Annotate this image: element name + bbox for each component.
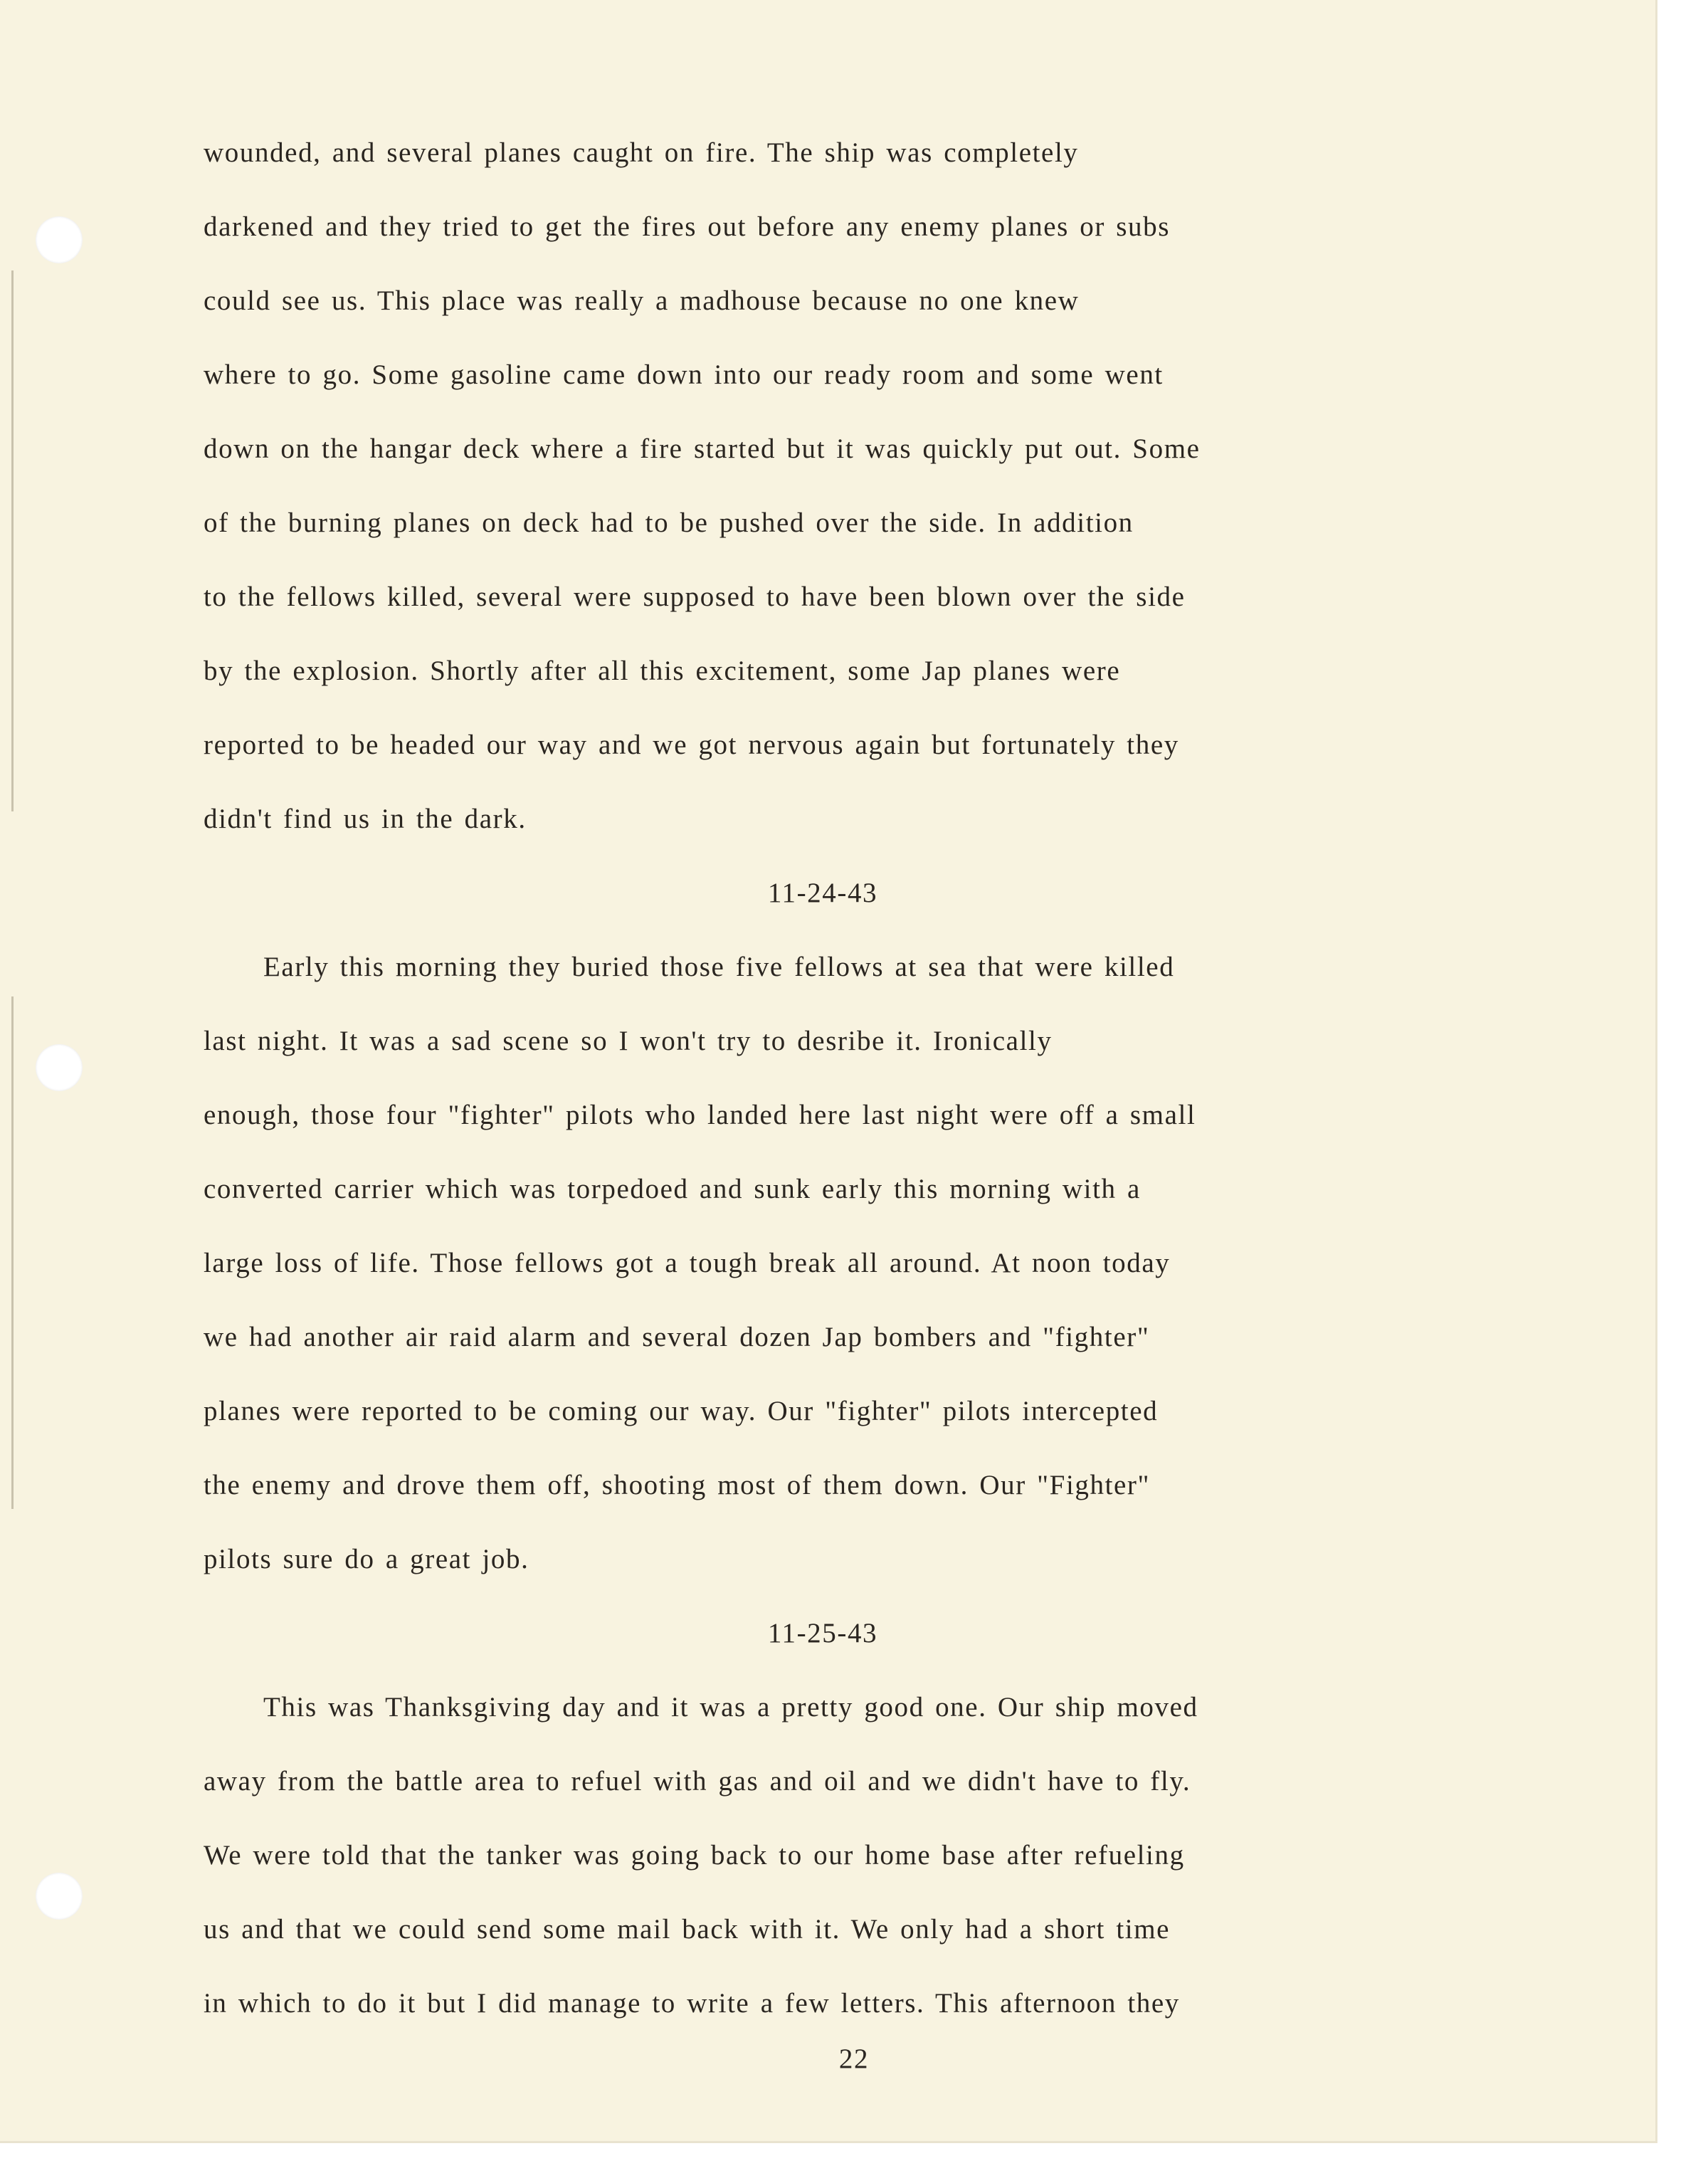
text-line: down on the hangar deck where a fire started but it was quickly put out. Some bbox=[204, 433, 1201, 464]
text-line: of the burning planes on deck had to be pushed over the side. In addition bbox=[204, 507, 1134, 538]
text-line: pilots sure do a great job. bbox=[204, 1544, 529, 1574]
text-line: in which to do it but I did manage to write a few letters. This afternoon they bbox=[204, 1988, 1180, 2019]
text-line: to the fellows killed, several were supposed to have been blown over the side bbox=[204, 582, 1186, 612]
text-line: last night. It was a sad scene so I won't try to desribe it. Ironically bbox=[204, 1026, 1053, 1056]
body-text bbox=[204, 127, 1527, 2051]
text-line: converted carrier which was torpedoed and sunk early this morning with a bbox=[204, 1174, 1141, 1204]
text-line: wounded, and several planes caught on fire. The ship was completely bbox=[204, 137, 1079, 168]
text-line: We were told that the tanker was going back to our home base after refueling bbox=[204, 1840, 1185, 1871]
text-line: This was Thanksgiving day and it was a pretty good one. Our ship moved bbox=[263, 1692, 1198, 1722]
text-line: Early this morning they buried those five fellows at sea that were killed bbox=[263, 952, 1175, 982]
text-line: away from the battle area to refuel with gas and oil and we didn't have to fly. bbox=[204, 1766, 1191, 1797]
binding-edge-mark bbox=[11, 270, 14, 811]
text-line: large loss of life. Those fellows got a tough break all around. At noon today bbox=[204, 1248, 1171, 1278]
text-line: by the explosion. Shortly after all this excitement, some Jap planes were bbox=[204, 656, 1121, 686]
punch-hole bbox=[36, 1044, 83, 1091]
text-line: didn't find us in the dark. bbox=[204, 804, 527, 834]
page-number: 22 bbox=[838, 2043, 870, 2074]
binding-edge-mark bbox=[11, 996, 14, 1509]
text-line: enough, those four "fighter" pilots who landed here last night were off a small bbox=[204, 1100, 1196, 1130]
text-line: planes were reported to be coming our way. Our "fighter" pilots intercepted bbox=[204, 1396, 1159, 1426]
text-line: us and that we could send some mail back with it. We only had a short time bbox=[204, 1914, 1171, 1945]
text-line: darkened and they tried to get the fires out before any enemy planes or subs bbox=[204, 211, 1171, 242]
text-line: reported to be headed our way and we got nervous again but fortunately they bbox=[204, 730, 1179, 760]
text-line: we had another air raid alarm and several dozen Jap bombers and "fighter" bbox=[204, 1322, 1150, 1352]
text-line: the enemy and drove them off, shooting most of them down. Our "Fighter" bbox=[204, 1470, 1151, 1500]
punch-hole bbox=[36, 216, 83, 263]
text-line: where to go. Some gasoline came down into our ready room and some went bbox=[204, 359, 1164, 390]
date-heading: 11-24-43 bbox=[767, 878, 878, 908]
date-heading: 11-25-43 bbox=[767, 1618, 878, 1648]
punch-hole bbox=[36, 1873, 83, 1920]
text-line: could see us. This place was really a madhouse because no one knew bbox=[204, 285, 1080, 316]
